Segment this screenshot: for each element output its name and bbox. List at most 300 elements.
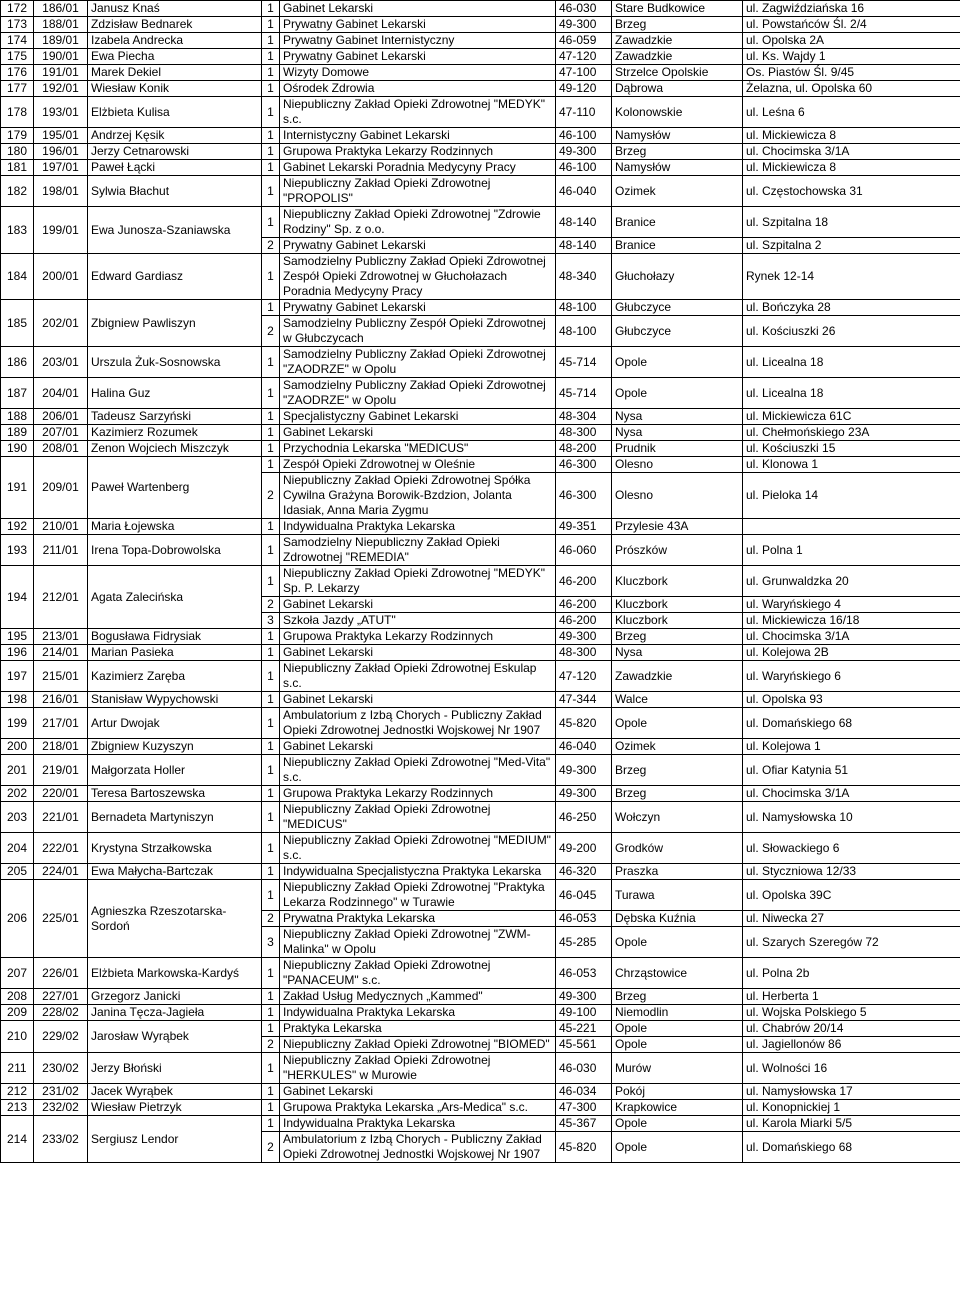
city: Ozimek [612, 176, 743, 207]
facility-name: Szkoła Jazdy „ATUT" [280, 613, 556, 629]
facility-name: Samodzielny Publiczny Zakład Opieki Zdrowotnej Zespół Opieki Zdrowotnej w Głuchołazach Poradnia Medycyny Pracy [280, 254, 556, 300]
facility-number: 1 [262, 300, 280, 316]
address: ul. Kościuszki 26 [743, 316, 960, 347]
city: Zawadzkie [612, 33, 743, 49]
address: ul. Chabrów 20/14 [743, 1021, 960, 1037]
facility-number: 1 [262, 49, 280, 65]
facility-name: Gabinet Lekarski [280, 739, 556, 755]
row-number: 205 [1, 864, 34, 880]
postal-code: 49-100 [556, 1005, 612, 1021]
person-name: Ewa Małycha-Bartczak [88, 864, 262, 880]
row-number: 193 [1, 535, 34, 566]
table-row [1, 519, 960, 535]
table-row [1, 457, 960, 473]
row-number: 182 [1, 176, 34, 207]
table-row [1, 97, 960, 128]
facility-number: 1 [262, 880, 280, 911]
postal-code: 49-300 [556, 144, 612, 160]
city: Zawadzkie [612, 49, 743, 65]
person-name: Janusz Knaś [88, 1, 262, 17]
facility-number: 1 [262, 1, 280, 17]
facility-number: 1 [262, 708, 280, 739]
address: ul. Bończyka 28 [743, 300, 960, 316]
row-number: 173 [1, 17, 34, 33]
facility-name: Gabinet Lekarski [280, 597, 556, 613]
facility-name: Niepubliczny Zakład Opieki Zdrowotnej "MEDICUS" [280, 802, 556, 833]
table-row [1, 708, 960, 739]
postal-code: 45-367 [556, 1116, 612, 1132]
postal-code: 46-034 [556, 1084, 612, 1100]
row-number: 178 [1, 97, 34, 128]
facility-number: 1 [262, 629, 280, 645]
address: ul. Karola Miarki 5/5 [743, 1116, 960, 1132]
facility-name: Niepubliczny Zakład Opieki Zdrowotnej "Med-Vita" s.c. [280, 755, 556, 786]
address: ul. Jagiellonów 86 [743, 1037, 960, 1053]
city: Grodków [612, 833, 743, 864]
facility-number: 1 [262, 144, 280, 160]
address: Os. Piastów Śl. 9/45 [743, 65, 960, 81]
postal-code: 46-300 [556, 473, 612, 519]
facility-number: 1 [262, 958, 280, 989]
city: Chrząstowice [612, 958, 743, 989]
postal-code: 47-110 [556, 97, 612, 128]
address: ul. Herberta 1 [743, 989, 960, 1005]
registry-id: 224/01 [34, 864, 88, 880]
table-row [1, 739, 960, 755]
table-row [1, 629, 960, 645]
registry-id: 189/01 [34, 33, 88, 49]
table-row [1, 755, 960, 786]
registry-id: 218/01 [34, 739, 88, 755]
facility-number: 1 [262, 864, 280, 880]
facility-number: 1 [262, 1005, 280, 1021]
facility-name: Niepubliczny Zakład Opieki Zdrowotnej "PROPOLIS" [280, 176, 556, 207]
table-row [1, 300, 960, 316]
postal-code: 45-820 [556, 708, 612, 739]
person-name: Sylwia Błachut [88, 176, 262, 207]
registry-body [1, 1, 960, 1163]
city: Wołczyn [612, 802, 743, 833]
city: Opole [612, 708, 743, 739]
row-number: 198 [1, 692, 34, 708]
address: Rynek 12-14 [743, 254, 960, 300]
registry-id: 227/01 [34, 989, 88, 1005]
facility-name: Prywatny Gabinet Lekarski [280, 300, 556, 316]
postal-code: 47-300 [556, 1100, 612, 1116]
facility-number: 1 [262, 425, 280, 441]
row-number: 181 [1, 160, 34, 176]
row-number: 203 [1, 802, 34, 833]
postal-code: 46-053 [556, 911, 612, 927]
postal-code: 46-100 [556, 128, 612, 144]
address: ul. Szpitalna 18 [743, 207, 960, 238]
row-number: 209 [1, 1005, 34, 1021]
facility-name: Indywidualna Praktyka Lekarska [280, 1005, 556, 1021]
postal-code: 47-120 [556, 661, 612, 692]
table-row [1, 144, 960, 160]
registry-id: 190/01 [34, 49, 88, 65]
facility-number: 1 [262, 833, 280, 864]
address: ul. Waryńskiego 6 [743, 661, 960, 692]
row-number: 179 [1, 128, 34, 144]
registry-id: 226/01 [34, 958, 88, 989]
registry-id: 231/02 [34, 1084, 88, 1100]
table-row [1, 128, 960, 144]
registry-id: 207/01 [34, 425, 88, 441]
person-name: Izabela Andrecka [88, 33, 262, 49]
address: ul. Kolejowa 1 [743, 739, 960, 755]
postal-code: 46-250 [556, 802, 612, 833]
person-name: Wiesław Konik [88, 81, 262, 97]
address: ul. Chocimska 3/1A [743, 144, 960, 160]
facility-name: Samodzielny Publiczny Zakład Opieki Zdrowotnej "ZAODRZE" w Opolu [280, 378, 556, 409]
table-row [1, 65, 960, 81]
registry-id: 233/02 [34, 1116, 88, 1163]
table-row [1, 566, 960, 597]
table-row [1, 1084, 960, 1100]
registry-id: 221/01 [34, 802, 88, 833]
postal-code: 46-300 [556, 457, 612, 473]
city: Namysłów [612, 128, 743, 144]
registry-id: 192/01 [34, 81, 88, 97]
row-number: 192 [1, 519, 34, 535]
postal-code: 48-140 [556, 238, 612, 254]
city: Branice [612, 207, 743, 238]
postal-code: 48-140 [556, 207, 612, 238]
city: Praszka [612, 864, 743, 880]
person-name: Ewa Piecha [88, 49, 262, 65]
city: Brzeg [612, 786, 743, 802]
person-name: Zbigniew Kuzyszyn [88, 739, 262, 755]
address: ul. Namysłowska 17 [743, 1084, 960, 1100]
city: Opole [612, 378, 743, 409]
postal-code: 49-200 [556, 833, 612, 864]
facility-number: 1 [262, 661, 280, 692]
person-name: Sergiusz Lendor [88, 1116, 262, 1163]
registry-id: 193/01 [34, 97, 88, 128]
facility-number: 2 [262, 911, 280, 927]
registry-id: 203/01 [34, 347, 88, 378]
facility-name: Zakład Usług Medycznych „Kammed" [280, 989, 556, 1005]
postal-code: 49-300 [556, 989, 612, 1005]
row-number: 194 [1, 566, 34, 629]
facility-number: 1 [262, 347, 280, 378]
table-row [1, 880, 960, 911]
table-row [1, 958, 960, 989]
row-number: 207 [1, 958, 34, 989]
facility-number: 1 [262, 1021, 280, 1037]
address: ul. Mickiewicza 16/18 [743, 613, 960, 629]
address: ul. Niwecka 27 [743, 911, 960, 927]
registry-id: 210/01 [34, 519, 88, 535]
address: ul. Leśna 6 [743, 97, 960, 128]
address: ul. Opolska 93 [743, 692, 960, 708]
row-number: 208 [1, 989, 34, 1005]
facility-number: 1 [262, 17, 280, 33]
person-name: Marian Pasieka [88, 645, 262, 661]
registry-id: 230/02 [34, 1053, 88, 1084]
address: ul. Mickiewicza 8 [743, 128, 960, 144]
row-number: 190 [1, 441, 34, 457]
facility-number: 2 [262, 316, 280, 347]
person-name: Małgorzata Holler [88, 755, 262, 786]
registry-id: 186/01 [34, 1, 88, 17]
row-number: 213 [1, 1100, 34, 1116]
person-name: Zdzisław Bednarek [88, 17, 262, 33]
table-row [1, 81, 960, 97]
postal-code: 47-100 [556, 65, 612, 81]
person-name: Agata Zalecińska [88, 566, 262, 629]
table-row [1, 786, 960, 802]
facility-name: Niepubliczny Zakład Opieki Zdrowotnej "MEDYK" Sp. P. Lekarzy [280, 566, 556, 597]
facility-name: Indywidualna Specjalistyczna Praktyka Lekarska [280, 864, 556, 880]
postal-code: 45-714 [556, 347, 612, 378]
address: ul. Licealna 18 [743, 378, 960, 409]
city: Niemodlin [612, 1005, 743, 1021]
facility-number: 2 [262, 597, 280, 613]
registry-id: 219/01 [34, 755, 88, 786]
person-name: Wiesław Pietrzyk [88, 1100, 262, 1116]
row-number: 176 [1, 65, 34, 81]
facility-name: Prywatny Gabinet Lekarski [280, 17, 556, 33]
table-row [1, 409, 960, 425]
table-row [1, 1, 960, 17]
person-name: Irena Topa-Dobrowolska [88, 535, 262, 566]
postal-code: 48-300 [556, 425, 612, 441]
table-row [1, 535, 960, 566]
registry-id: 215/01 [34, 661, 88, 692]
registry-id: 217/01 [34, 708, 88, 739]
address: Żelazna, ul. Opolska 60 [743, 81, 960, 97]
postal-code: 45-820 [556, 1132, 612, 1163]
row-number: 201 [1, 755, 34, 786]
address: ul. Zagwiździańska 16 [743, 1, 960, 17]
facility-number: 3 [262, 613, 280, 629]
row-number: 211 [1, 1053, 34, 1084]
postal-code: 48-100 [556, 300, 612, 316]
city: Głuchołazy [612, 254, 743, 300]
address: ul. Opolska 2A [743, 33, 960, 49]
postal-code: 45-714 [556, 378, 612, 409]
person-name: Zbigniew Pawliszyn [88, 300, 262, 347]
facility-name: Niepubliczny Zakład Opieki Zdrowotnej "Zdrowie Rodziny" Sp. z o.o. [280, 207, 556, 238]
address: ul. Namysłowska 10 [743, 802, 960, 833]
city: Opole [612, 1037, 743, 1053]
postal-code: 48-300 [556, 645, 612, 661]
postal-code: 46-040 [556, 739, 612, 755]
facility-name: Specjalistyczny Gabinet Lekarski [280, 409, 556, 425]
table-row [1, 49, 960, 65]
city: Brzeg [612, 989, 743, 1005]
table-row [1, 33, 960, 49]
row-number: 204 [1, 833, 34, 864]
row-number: 202 [1, 786, 34, 802]
row-number: 189 [1, 425, 34, 441]
city: Strzelce Opolskie [612, 65, 743, 81]
city: Zawadzkie [612, 661, 743, 692]
table-row [1, 864, 960, 880]
registry-id: 213/01 [34, 629, 88, 645]
facility-name: Zespół Opieki Zdrowotnej w Oleśnie [280, 457, 556, 473]
facility-number: 1 [262, 1053, 280, 1084]
person-name: Jerzy Błoński [88, 1053, 262, 1084]
city: Opole [612, 1132, 743, 1163]
postal-code: 48-200 [556, 441, 612, 457]
registry-id: 209/01 [34, 457, 88, 519]
person-name: Janina Tęcza-Jagieła [88, 1005, 262, 1021]
postal-code: 46-030 [556, 1, 612, 17]
facility-name: Niepubliczny Zakład Opieki Zdrowotnej Spółka Cywilna Grażyna Borowik-Bzdzion, Jolanta Idasiak, Anna Maria Zygmu [280, 473, 556, 519]
row-number: 188 [1, 409, 34, 425]
address: ul. Słowackiego 6 [743, 833, 960, 864]
facility-number: 1 [262, 160, 280, 176]
facility-name: Niepubliczny Zakład Opieki Zdrowotnej "BIOMED" [280, 1037, 556, 1053]
facility-name: Niepubliczny Zakład Opieki Zdrowotnej "Praktyka Lekarza Rodzinnego" w Turawie [280, 880, 556, 911]
facility-number: 1 [262, 519, 280, 535]
table-row [1, 1005, 960, 1021]
postal-code: 49-300 [556, 629, 612, 645]
postal-code: 46-053 [556, 958, 612, 989]
address: ul. Mickiewicza 8 [743, 160, 960, 176]
registry-id: 206/01 [34, 409, 88, 425]
city: Dąbrowa [612, 81, 743, 97]
person-name: Jacek Wyrąbek [88, 1084, 262, 1100]
postal-code: 48-340 [556, 254, 612, 300]
postal-code: 49-300 [556, 17, 612, 33]
person-name: Tadeusz Sarzyński [88, 409, 262, 425]
person-name: Artur Dwojak [88, 708, 262, 739]
address: ul. Chełmońskiego 23A [743, 425, 960, 441]
facility-name: Gabinet Lekarski [280, 1, 556, 17]
registry-id: 214/01 [34, 645, 88, 661]
registry-id: 200/01 [34, 254, 88, 300]
city: Prószków [612, 535, 743, 566]
city: Nysa [612, 425, 743, 441]
facility-number: 1 [262, 566, 280, 597]
address: ul. Wolności 16 [743, 1053, 960, 1084]
table-row [1, 176, 960, 207]
registry-id: 208/01 [34, 441, 88, 457]
facility-name: Ambulatorium z Izbą Chorych - Publiczny Zakład Opieki Zdrowotnej Jednostki Wojskowej Nr 1907 [280, 1132, 556, 1163]
facility-name: Prywatna Praktyka Lekarska [280, 911, 556, 927]
address: ul. Grunwaldzka 20 [743, 566, 960, 597]
registry-id: 212/01 [34, 566, 88, 629]
row-number: 183 [1, 207, 34, 254]
facility-name: Gabinet Lekarski [280, 425, 556, 441]
city: Przylesie 43A [612, 519, 743, 535]
city: Opole [612, 927, 743, 958]
row-number: 195 [1, 629, 34, 645]
facility-number: 1 [262, 378, 280, 409]
address: ul. Chocimska 3/1A [743, 786, 960, 802]
city: Kluczbork [612, 597, 743, 613]
person-name: Urszula Żuk-Sosnowska [88, 347, 262, 378]
facility-name: Grupowa Praktyka Lekarska „Ars-Medica" s.c. [280, 1100, 556, 1116]
facility-number: 1 [262, 97, 280, 128]
registry-id: 232/02 [34, 1100, 88, 1116]
address: ul. Polna 2b [743, 958, 960, 989]
table-row [1, 425, 960, 441]
person-name: Jerzy Cetnarowski [88, 144, 262, 160]
city: Prudnik [612, 441, 743, 457]
person-name: Elżbieta Markowska-Kardyś [88, 958, 262, 989]
postal-code: 49-300 [556, 786, 612, 802]
table-row [1, 802, 960, 833]
postal-code: 46-200 [556, 613, 612, 629]
facility-number: 1 [262, 33, 280, 49]
registry-id: 199/01 [34, 207, 88, 254]
row-number: 185 [1, 300, 34, 347]
address: ul. Waryńskiego 4 [743, 597, 960, 613]
city: Opole [612, 347, 743, 378]
city: Głubczyce [612, 300, 743, 316]
person-name: Andrzej Kęsik [88, 128, 262, 144]
facility-name: Samodzielny Publiczny Zespół Opieki Zdrowotnej w Głubczycach [280, 316, 556, 347]
city: Stare Budkowice [612, 1, 743, 17]
facility-number: 2 [262, 1132, 280, 1163]
city: Namysłów [612, 160, 743, 176]
address: ul. Klonowa 1 [743, 457, 960, 473]
facility-number: 1 [262, 692, 280, 708]
facility-number: 2 [262, 238, 280, 254]
person-name: Kazimierz Rozumek [88, 425, 262, 441]
postal-code: 46-100 [556, 160, 612, 176]
facility-name: Samodzielny Niepubliczny Zakład Opieki Zdrowotnej "REMEDIA" [280, 535, 556, 566]
registry-id: 211/01 [34, 535, 88, 566]
row-number: 210 [1, 1021, 34, 1053]
facility-name: Grupowa Praktyka Lekarzy Rodzinnych [280, 144, 556, 160]
address: ul. Kościuszki 15 [743, 441, 960, 457]
city: Brzeg [612, 144, 743, 160]
facility-name: Prywatny Gabinet Lekarski [280, 238, 556, 254]
person-name: Paweł Łącki [88, 160, 262, 176]
row-number: 172 [1, 1, 34, 17]
row-number: 174 [1, 33, 34, 49]
city: Nysa [612, 645, 743, 661]
facility-name: Indywidualna Praktyka Lekarska [280, 1116, 556, 1132]
facility-number: 3 [262, 927, 280, 958]
row-number: 180 [1, 144, 34, 160]
table-row [1, 378, 960, 409]
address: ul. Ofiar Katynia 51 [743, 755, 960, 786]
city: Turawa [612, 880, 743, 911]
registry-id: 197/01 [34, 160, 88, 176]
city: Pokój [612, 1084, 743, 1100]
facility-name: Wizyty Domowe [280, 65, 556, 81]
facility-name: Niepubliczny Zakład Opieki Zdrowotnej "MEDIUM" s.c. [280, 833, 556, 864]
city: Brzeg [612, 629, 743, 645]
person-name: Bogusława Fidrysiak [88, 629, 262, 645]
facility-number: 1 [262, 989, 280, 1005]
facility-name: Internistyczny Gabinet Lekarski [280, 128, 556, 144]
city: Głubczyce [612, 316, 743, 347]
city: Krapkowice [612, 1100, 743, 1116]
person-name: Krystyna Strzałkowska [88, 833, 262, 864]
postal-code: 46-200 [556, 597, 612, 613]
person-name: Halina Guz [88, 378, 262, 409]
registry-id: 191/01 [34, 65, 88, 81]
facility-number: 1 [262, 81, 280, 97]
facility-number: 1 [262, 128, 280, 144]
facility-number: 1 [262, 409, 280, 425]
facility-name: Ośrodek Zdrowia [280, 81, 556, 97]
city: Brzeg [612, 17, 743, 33]
facility-name: Gabinet Lekarski Poradnia Medycyny Pracy [280, 160, 556, 176]
facility-number: 1 [262, 645, 280, 661]
postal-code: 46-059 [556, 33, 612, 49]
postal-code: 45-285 [556, 927, 612, 958]
postal-code: 46-045 [556, 880, 612, 911]
